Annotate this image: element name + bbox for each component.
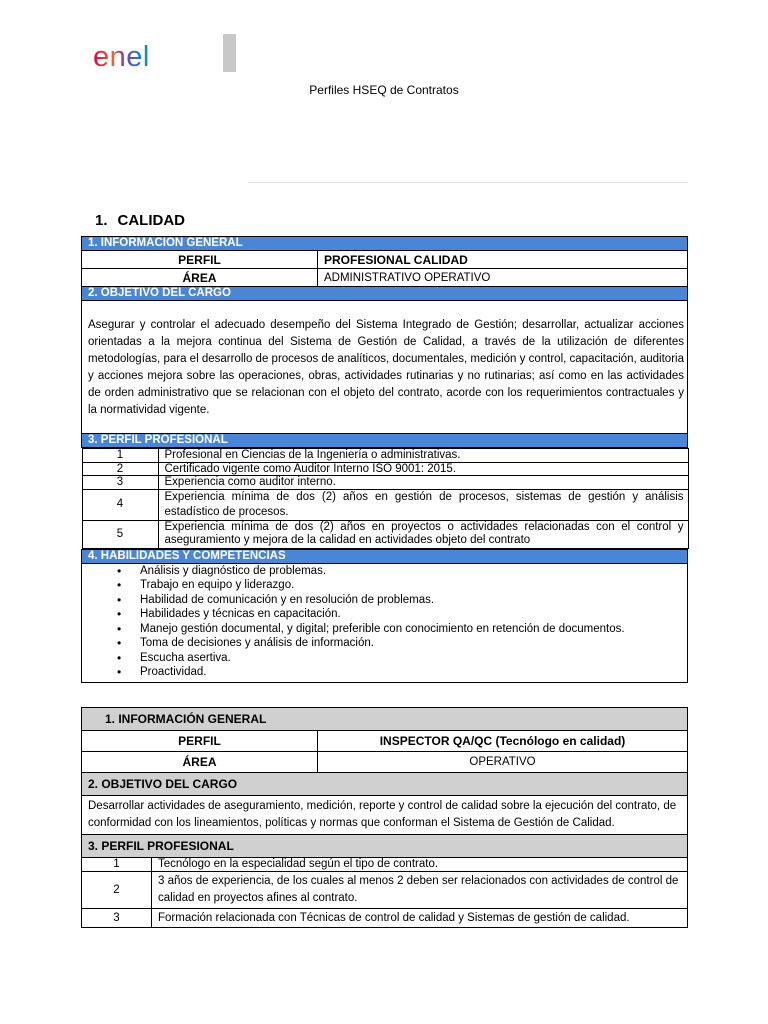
perfil-label: PERFIL <box>82 731 318 752</box>
objetivo-header: 2. OBJETIVO DEL CARGO <box>82 773 688 796</box>
list-item: • Trabajo en equipo y liderazgo. <box>140 578 683 593</box>
objetivo-header: 2. OBJETIVO DEL CARGO <box>82 287 688 301</box>
requisito-text: Experiencia mínima de dos (2) años en proyectos o actividades relacionadas con el control y aseguramiento y mejora de la calidad en actividades objeto del contrato <box>158 520 688 548</box>
area-label: ÁREA <box>82 752 318 773</box>
requisito-text: Tecnólogo en la especialidad según el tipo de contrato. <box>152 858 688 872</box>
requisito-text: Experiencia mínima de dos (2) años en gestión de procesos, sistemas de gestión y análisis estadístico de procesos. <box>158 489 688 520</box>
habilidades-cell <box>82 563 688 682</box>
habilidades-list <box>88 564 683 680</box>
requisito-number: 2 <box>82 872 152 909</box>
requisito-text: Profesional en Ciencias de la Ingeniería o administrativas. <box>158 449 688 463</box>
list-item: • Toma de decisiones y análisis de información. <box>140 636 683 651</box>
perfil-value: PROFESIONAL CALIDAD <box>318 251 688 269</box>
requisito-number: 5 <box>82 520 158 548</box>
requisito-number: 2 <box>82 462 158 476</box>
perfil-profesional-header: 3. PERFIL PROFESIONAL <box>82 434 688 448</box>
requisitos-table <box>82 448 689 549</box>
requisito-number: 1 <box>82 858 152 872</box>
document-title: Perfiles HSEQ de Contratos <box>309 83 459 97</box>
logo-divider <box>223 34 236 72</box>
area-value: ADMINISTRATIVO OPERATIVO <box>318 269 688 287</box>
area-value: OPERATIVO <box>318 752 688 773</box>
svg-text:enel: enel <box>93 41 150 73</box>
requisito-number: 4 <box>82 489 158 520</box>
requisito-number: 1 <box>82 449 158 463</box>
requisito-text: 3 años de experiencia, de los cuales al menos 2 deben ser relacionados con actividades de control de calidad en proyectos afines al contrato. <box>152 872 688 909</box>
list-item: • Habilidades y técnicas en capacitación. <box>140 607 683 622</box>
list-item: • Escucha asertiva. <box>140 651 683 666</box>
info-general-header: 1. INFORMACIÓN GENERAL <box>82 708 688 731</box>
list-item: • Proactividad. <box>140 665 683 680</box>
requisito-text: Formación relacionada con Técnicas de control de calidad y Sistemas de gestión de calidad. <box>152 909 688 928</box>
enel-logo <box>92 40 172 74</box>
section-heading <box>95 212 185 229</box>
requisito-text: Certificado vigente como Auditor Interno ISO 9001: 2015. <box>158 462 688 476</box>
list-item: • Análisis y diagnóstico de problemas. <box>140 564 683 579</box>
area-label: ÁREA <box>82 269 318 287</box>
header-rule <box>248 182 688 183</box>
section-title: CALIDAD <box>117 212 186 229</box>
perfil-profesional-header: 3. PERFIL PROFESIONAL <box>82 835 688 858</box>
profile-table-inspector <box>81 707 688 928</box>
section-number: 1. <box>95 212 108 229</box>
profile-table-calidad <box>81 236 688 683</box>
perfil-value: INSPECTOR QA/QC (Tecnólogo en calidad) <box>318 731 688 752</box>
info-general-header: 1. INFORMACION GENERAL <box>82 237 688 251</box>
requisito-number: 3 <box>82 909 152 928</box>
objetivo-text: Desarrollar actividades de aseguramiento, medición, reporte y control de calidad sobre la ejecución del contrato, de conformidad con los lineamientos, políticas y normas que conforman el Sistema de Gestión de Calidad. <box>82 796 688 835</box>
list-item: • Manejo gestión documental, y digital; preferible con conocimiento en retención de documentos. <box>140 622 683 637</box>
habilidades-header: 4. HABILIDADES Y COMPETENCIAS <box>82 549 688 563</box>
perfil-label: PERFIL <box>82 251 318 269</box>
requisito-number: 3 <box>82 476 158 490</box>
list-item: • Habilidad de comunicación y en resolución de problemas. <box>140 593 683 608</box>
enel-logo-mark <box>92 40 172 74</box>
requisito-text: Experiencia como auditor interno. <box>158 476 688 490</box>
objetivo-text: Asegurar y controlar el adecuado desempeño del Sistema Integrado de Gestión; desarrollar, actualizar acciones orientadas a la mejora continua del Sistema de Gestión de Calidad, a través de la utilización de diferentes metodologías, para el desarrollo de procesos de analíticos, documentales, medición y control, capacitación, auditoria y acciones mejora sobre las operaciones, obras, actividades rutinarias y no rutinarias; así como en las actividades de orden administrativo que se relacionan con el objeto del contrato, acorde con los requerimientos contractuales y la normatividad vigente. <box>82 301 688 434</box>
